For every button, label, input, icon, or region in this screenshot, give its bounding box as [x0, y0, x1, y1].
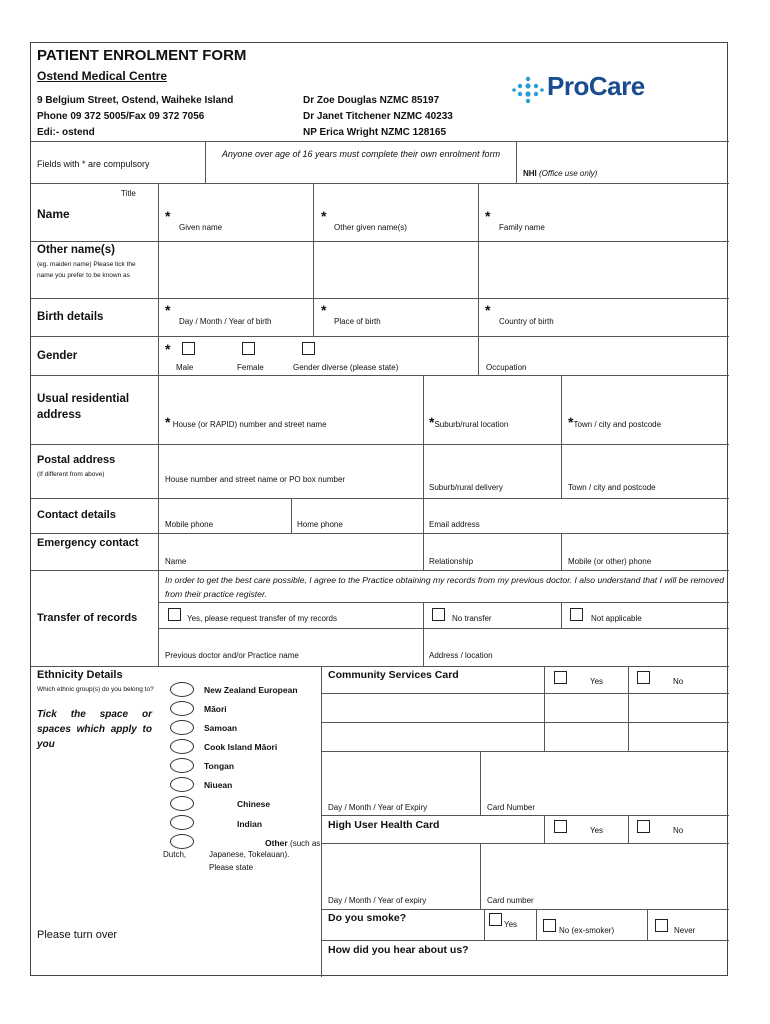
transfer-na-checkbox[interactable] — [570, 608, 583, 621]
required-star: * — [485, 208, 491, 224]
huhc-expiry-field[interactable]: Day / Month / Year of expiry — [328, 896, 427, 905]
other-names-label: Other name(s) — [37, 244, 115, 256]
ethnicity-tongan-option[interactable] — [170, 758, 194, 773]
home-phone-field[interactable]: Home phone — [297, 520, 343, 529]
required-star: * — [165, 208, 171, 224]
compulsory-note: Fields with * are compulsory — [37, 159, 150, 169]
ethnicity-option-label: Māori — [204, 704, 227, 714]
title-label: Title — [121, 189, 136, 198]
clinic-address: 9 Belgium Street, Ostend, Waiheke Island — [37, 95, 234, 106]
contact-details-label: Contact details — [37, 509, 116, 521]
ethnicity-option-label: Indian — [237, 819, 263, 829]
clinic-phone: Phone 09 372 5005/Fax 09 372 7056 — [37, 111, 205, 122]
smoke-yes-checkbox[interactable] — [489, 913, 502, 926]
ethnicity-maori-option[interactable] — [170, 701, 194, 716]
required-star: * — [321, 302, 327, 318]
smoke-label: Do you smoke? — [328, 912, 407, 924]
procare-dots-icon — [511, 75, 545, 105]
previous-practice-address-field[interactable]: Address / location — [429, 651, 493, 660]
csc-yes-label: Yes — [590, 677, 604, 686]
given-name-field[interactable]: Given name — [179, 223, 223, 232]
smoke-ex-checkbox[interactable] — [543, 919, 556, 932]
postal-suburb-field[interactable]: Suburb/rural delivery — [429, 483, 503, 492]
ethnicity-chinese-option[interactable] — [170, 796, 194, 811]
transfer-yes-checkbox[interactable] — [168, 608, 181, 621]
ethnicity-option-label: Samoan — [204, 723, 238, 733]
ethnicity-option-label: Cook Island Māori — [204, 742, 278, 752]
ethnicity-cook-island-maori-option[interactable] — [170, 739, 194, 754]
required-star: * — [165, 302, 171, 318]
gender-male-checkbox[interactable] — [182, 342, 195, 355]
other-names-note: (eg. maiden name) Please tick the name you prefer to be known as — [37, 261, 136, 279]
smoke-ex-label: No (ex-smoker) — [559, 926, 615, 935]
ethnicity-other-note: Please state — [209, 863, 254, 872]
emergency-relationship-field[interactable]: Relationship — [429, 557, 474, 566]
emergency-phone-field[interactable]: Mobile (or other) phone — [568, 557, 652, 566]
postal-town-field[interactable]: Town / city and postcode — [568, 483, 656, 492]
mobile-phone-field[interactable]: Mobile phone — [165, 520, 214, 529]
gender-label: Gender — [37, 350, 78, 362]
procare-wordmark: ProCare — [547, 71, 645, 101]
huhc-no-label: No — [673, 826, 684, 835]
smoke-yes-label: Yes — [504, 920, 518, 929]
residential-suburb-field[interactable]: *Suburb/rural location — [429, 414, 509, 430]
csc-label: Community Services Card — [328, 669, 459, 681]
ethnicity-other-label: Other (such as — [265, 838, 321, 848]
age-notice: Anyone over age of 16 years must complete their own enrolment form — [221, 149, 501, 159]
no-transfer-checkbox[interactable] — [432, 608, 445, 621]
gender-female-checkbox[interactable] — [242, 342, 255, 355]
ethnicity-other-note: Dutch, — [163, 850, 187, 859]
ethnicity-nz-european-option[interactable] — [170, 682, 194, 697]
emergency-name-field[interactable]: Name — [165, 557, 187, 566]
clinic-edi: Edi:- ostend — [37, 127, 95, 138]
huhc-no-checkbox[interactable] — [637, 820, 650, 833]
huhc-yes-checkbox[interactable] — [554, 820, 567, 833]
required-star: * — [165, 341, 171, 357]
hear-about-us-label: How did you hear about us? — [328, 944, 469, 956]
place-of-birth-field[interactable]: Place of birth — [334, 317, 381, 326]
smoke-never-label: Never — [674, 926, 696, 935]
other-name-field-1[interactable] — [159, 242, 313, 297]
residential-address-label: Usual residential address — [37, 393, 130, 421]
dob-field[interactable]: Day / Month / Year of birth — [179, 317, 272, 326]
nhi-label: NHI (Office use only) — [523, 169, 598, 178]
csc-no-checkbox[interactable] — [637, 671, 650, 684]
transfer-records-label: Transfer of records — [37, 612, 138, 624]
csc-card-number-field[interactable]: Card Number — [487, 803, 536, 812]
residential-town-field[interactable]: *Town / city and postcode — [568, 414, 662, 430]
transfer-yes-label: Yes, please request transfer of my records — [187, 614, 337, 623]
huhc-yes-label: Yes — [590, 826, 604, 835]
gender-diverse-label: Gender diverse (please state) — [293, 363, 399, 372]
ethnicity-option-label: New Zealand European — [204, 685, 298, 695]
ethnicity-other-option[interactable] — [170, 834, 194, 849]
ethnicity-label: Ethnicity Details — [37, 669, 123, 681]
ethnicity-instruction: Tick the space or spaces which apply to you — [37, 709, 152, 750]
ethnicity-option-label: Niuean — [204, 780, 233, 790]
residential-street-field[interactable]: * House (or RAPID) number and street name — [165, 414, 327, 430]
clinic-name: Ostend Medical Centre — [37, 69, 168, 83]
doctor-2: Dr Janet Titchener NZMC 40233 — [303, 111, 453, 122]
enrolment-form — [30, 42, 728, 976]
smoke-never-checkbox[interactable] — [655, 919, 668, 932]
no-transfer-label: No transfer — [452, 614, 492, 623]
gender-female-label: Female — [237, 363, 264, 372]
postal-address-note: (If different from above) — [37, 471, 105, 478]
other-name-field-3[interactable] — [479, 242, 728, 297]
transfer-na-label: Not applicable — [591, 614, 642, 623]
hear-about-us-field[interactable] — [322, 958, 728, 976]
postal-address-label: Postal address — [37, 454, 116, 466]
transfer-consent-text: In order to get the best care possible, I agree to the Practice obtaining my records from my previous doctor. I also understand that I will be removed from their practice register. — [165, 575, 725, 599]
nhi-note: (Office use only) — [539, 169, 598, 178]
country-of-birth-field[interactable]: Country of birth — [499, 317, 554, 326]
required-star: * — [485, 302, 491, 318]
csc-no-label: No — [673, 677, 684, 686]
csc-yes-checkbox[interactable] — [554, 671, 567, 684]
previous-doctor-field[interactable]: Previous doctor and/or Practice name — [165, 651, 299, 660]
ethnicity-question: Which ethnic group(s) do you belong to? — [37, 686, 154, 693]
ethnicity-other-note: Japanese, Tokelauan). — [209, 850, 290, 859]
please-turn-over: Please turn over — [37, 929, 118, 941]
required-star: * — [321, 208, 327, 224]
postal-street-field[interactable]: House number and street name or PO box number — [165, 475, 346, 484]
name-label: Name — [37, 207, 70, 221]
other-name-field-2[interactable] — [314, 242, 478, 297]
emergency-contact-label: Emergency contact — [37, 537, 139, 549]
ethnicity-option-label: Chinese — [237, 799, 271, 809]
huhc-label: High User Health Card — [328, 819, 440, 831]
email-field[interactable]: Email address — [429, 520, 480, 529]
doctor-3: NP Erica Wright NZMC 128165 — [303, 127, 447, 138]
doctor-1: Dr Zoe Douglas NZMC 85197 — [303, 95, 440, 106]
birth-details-label: Birth details — [37, 311, 104, 323]
occupation-field[interactable]: Occupation — [486, 363, 527, 372]
family-name-field[interactable]: Family name — [499, 223, 545, 232]
ethnicity-option-label: Tongan — [204, 761, 235, 771]
ethnicity-samoan-option[interactable] — [170, 720, 194, 735]
other-given-name-field[interactable]: Other given name(s) — [334, 223, 407, 232]
ethnicity-niuean-option[interactable] — [170, 777, 194, 792]
form-title: PATIENT ENROLMENT FORM — [37, 47, 247, 64]
gender-diverse-checkbox[interactable] — [302, 342, 315, 355]
ethnicity-indian-option[interactable] — [170, 815, 194, 830]
gender-male-label: Male — [176, 363, 194, 372]
csc-expiry-field[interactable]: Day / Month / Year of Expiry — [328, 803, 428, 812]
huhc-card-number-field[interactable]: Card number — [487, 896, 534, 905]
